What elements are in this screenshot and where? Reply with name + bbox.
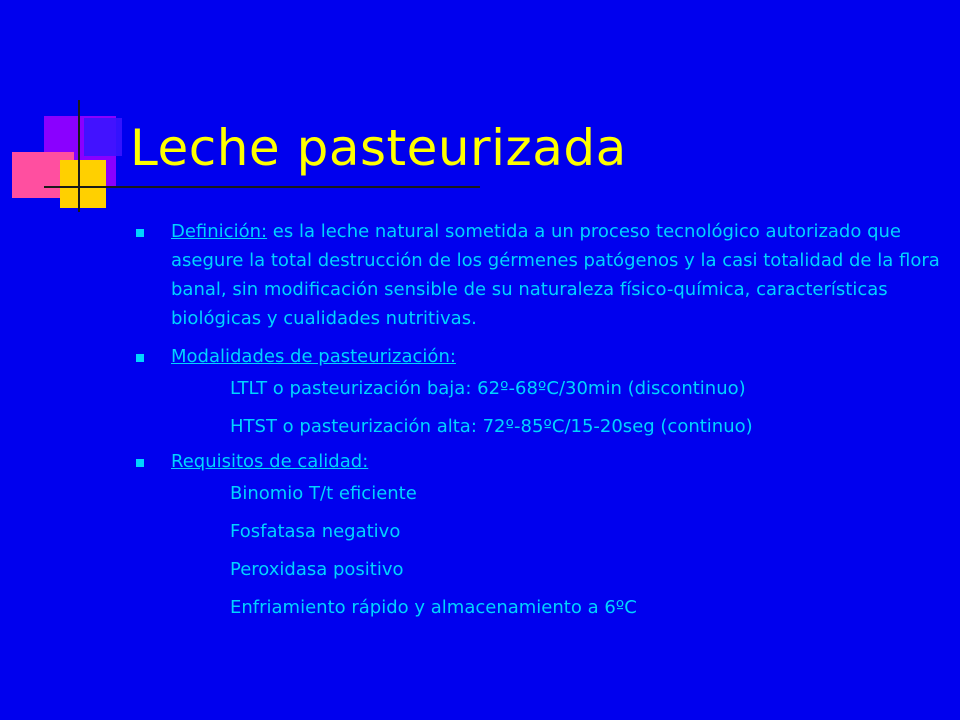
requirement-item: Binomio T/t eficiente xyxy=(230,483,417,504)
decorative-square-blue xyxy=(84,118,122,156)
modality-item-ltlt: LTLT o pasteurización baja: 62º-68ºC/30min (discontinuo) xyxy=(230,378,746,399)
bullet-modalities xyxy=(130,342,940,371)
modalities-link[interactable]: Modalidades de pasteurización: xyxy=(171,346,456,367)
decorative-vertical-line xyxy=(78,100,80,212)
bullet-square-icon xyxy=(136,354,144,362)
definition-text: es la leche natural sometida a un proceso tecnológico autorizado que asegure la total destrucción de los gérmenes patógenos y la casi totalidad de la flora banal, sin modificación sensible de su naturaleza físico-química, características biológicas y cualidades nutritivas. xyxy=(171,221,940,329)
bullet-square-icon xyxy=(136,459,144,467)
requirement-item: Enfriamiento rápido y almacenamiento a 6ºC xyxy=(230,597,637,618)
slide-title: Leche pasteurizada xyxy=(130,119,627,177)
bullet-square-icon xyxy=(136,229,144,237)
bullet-requirements xyxy=(130,447,940,476)
definition-link[interactable]: Definición: xyxy=(171,221,268,242)
bullet-definition xyxy=(130,217,940,333)
slide-content xyxy=(130,217,940,628)
modality-item-htst: HTST o pasteurización alta: 72º-85ºC/15-20seg (continuo) xyxy=(230,416,753,437)
requirement-item: Peroxidasa positivo xyxy=(230,559,404,580)
decorative-square-yellow xyxy=(60,160,106,208)
requirement-item: Fosfatasa negativo xyxy=(230,521,401,542)
definition-paragraph xyxy=(171,217,941,333)
requirements-link[interactable]: Requisitos de calidad: xyxy=(171,451,369,472)
decorative-horizontal-line xyxy=(44,186,480,188)
